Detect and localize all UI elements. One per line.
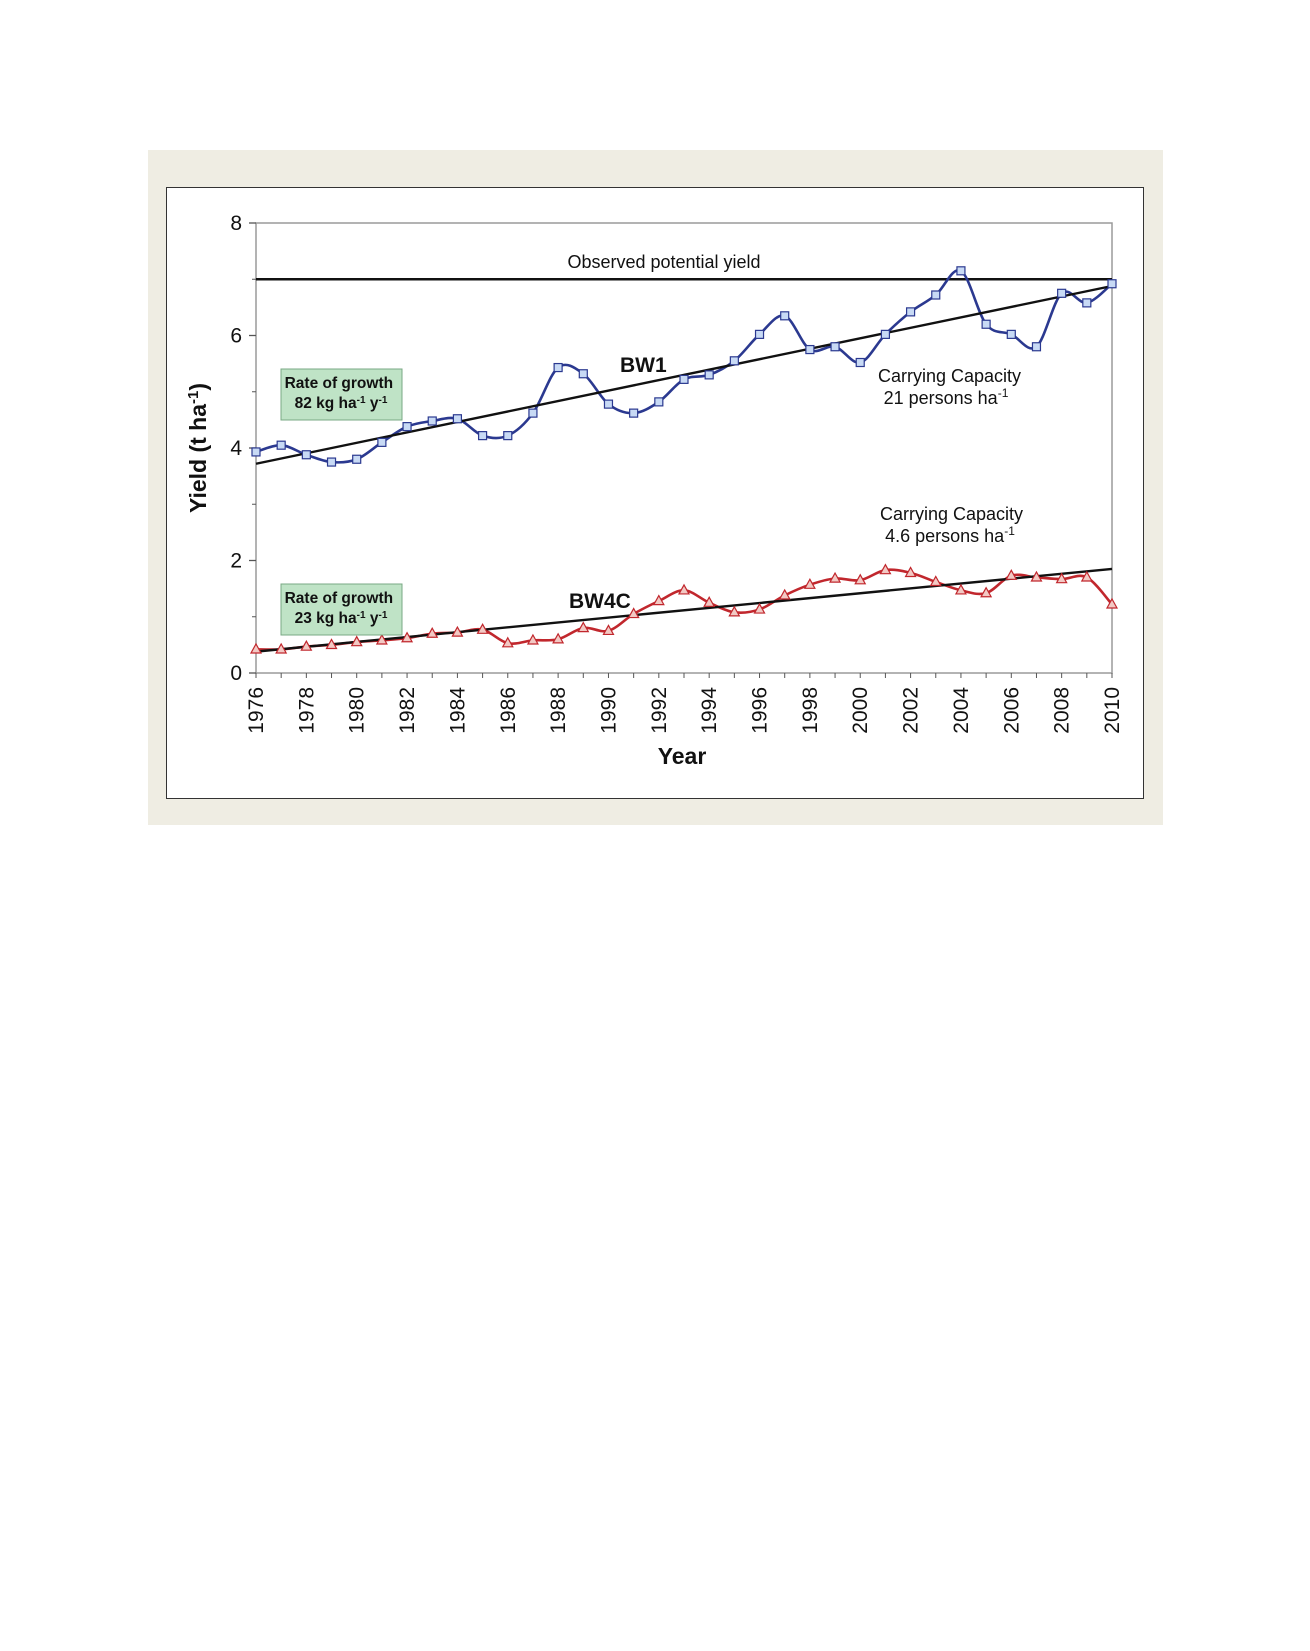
x-tick-label: 2000 bbox=[849, 687, 873, 734]
x-tick-label: 1986 bbox=[496, 687, 520, 734]
carrying-capacity-bw4c: Carrying Capacity 4.6 persons $ha^{-1}$ bbox=[879, 504, 1024, 546]
bw1-point bbox=[957, 267, 965, 275]
bw1-point bbox=[554, 364, 562, 372]
bw1-point bbox=[730, 357, 738, 365]
bw1-point bbox=[806, 346, 814, 354]
svg-text:Rate of growth 23 kg ha-: Rate of growth 23 kg $ha^{-1}$ $y^{-1}$ bbox=[284, 590, 394, 627]
x-tick-label: 1982 bbox=[396, 687, 420, 734]
bw1-point bbox=[781, 312, 789, 320]
y-axis-title: Yield (t $ha^{-1}$) bbox=[184, 382, 211, 514]
y-tick-label: 6 bbox=[230, 324, 242, 348]
bw1-point bbox=[479, 432, 487, 440]
y-tick-label: 2 bbox=[230, 549, 242, 573]
bw1-point bbox=[403, 423, 411, 431]
bw1-point bbox=[1083, 299, 1091, 307]
bw4c-label: BW4C bbox=[569, 590, 631, 613]
bw1-point bbox=[1032, 343, 1040, 351]
bw1-point bbox=[655, 398, 663, 406]
bw1-point bbox=[378, 438, 386, 446]
x-tick-label: 2008 bbox=[1050, 687, 1074, 734]
bw1-point bbox=[529, 409, 537, 417]
bw1-point bbox=[1007, 330, 1015, 338]
bw1-point bbox=[932, 291, 940, 299]
svg-text:Rate of growth 82 kg ha-: Rate of growth 82 kg $ha^{-1}$ $y^{-1}$ bbox=[284, 375, 394, 412]
bw1-point bbox=[453, 415, 461, 423]
y-tick-label: 4 bbox=[230, 437, 242, 460]
bw1-point bbox=[982, 320, 990, 328]
x-tick-label: 2006 bbox=[1000, 687, 1024, 734]
x-tick-label: 1988 bbox=[547, 687, 571, 734]
x-tick-label: 1984 bbox=[446, 687, 470, 734]
bw1-point bbox=[907, 308, 915, 316]
x-tick-label: 2002 bbox=[899, 687, 923, 734]
bw1-point bbox=[504, 432, 512, 440]
x-tick-label: 1980 bbox=[345, 687, 369, 734]
x-tick-label: 2010 bbox=[1101, 687, 1124, 734]
bw1-point bbox=[302, 451, 310, 459]
bw1-point bbox=[831, 343, 839, 351]
bw1-point bbox=[680, 375, 688, 383]
x-axis-ticks bbox=[245, 673, 1124, 734]
bw1-label: BW1 bbox=[620, 354, 667, 377]
bw1-point bbox=[328, 458, 336, 466]
bw1-point bbox=[630, 409, 638, 417]
observed-potential-yield-label: Observed potential yield bbox=[567, 252, 761, 272]
bw1-point bbox=[705, 371, 713, 379]
rate-of-growth-box-bw4c bbox=[281, 584, 402, 635]
bw1-point bbox=[353, 455, 361, 463]
x-tick-label: 1994 bbox=[698, 687, 722, 734]
x-tick-label: 1978 bbox=[295, 687, 319, 734]
carrying-capacity-bw1: Carrying Capacity 21 persons $ha^{-1}$ bbox=[877, 366, 1022, 408]
bw1-point bbox=[428, 417, 436, 425]
x-tick-label: 2004 bbox=[949, 687, 973, 734]
y-tick-label: 0 bbox=[230, 662, 242, 685]
x-tick-label: 1996 bbox=[748, 687, 772, 734]
bw1-point bbox=[604, 400, 612, 408]
bw1-point bbox=[579, 370, 587, 378]
bw1-point bbox=[856, 359, 864, 367]
x-tick-label: 1992 bbox=[647, 687, 671, 734]
x-tick-label: 1998 bbox=[798, 687, 822, 734]
bw1-point bbox=[756, 330, 764, 338]
x-tick-label: 1976 bbox=[245, 687, 268, 734]
bw1-point bbox=[1108, 280, 1116, 288]
rate-of-growth-box-bw1 bbox=[281, 369, 402, 420]
x-tick-label: 1990 bbox=[597, 687, 621, 734]
bw1-point bbox=[1058, 289, 1066, 297]
bw1-point bbox=[277, 441, 285, 449]
x-axis-title: Year bbox=[657, 743, 707, 769]
y-tick-label: 8 bbox=[230, 212, 242, 235]
bw1-point bbox=[252, 448, 260, 456]
bw1-point bbox=[881, 330, 889, 338]
